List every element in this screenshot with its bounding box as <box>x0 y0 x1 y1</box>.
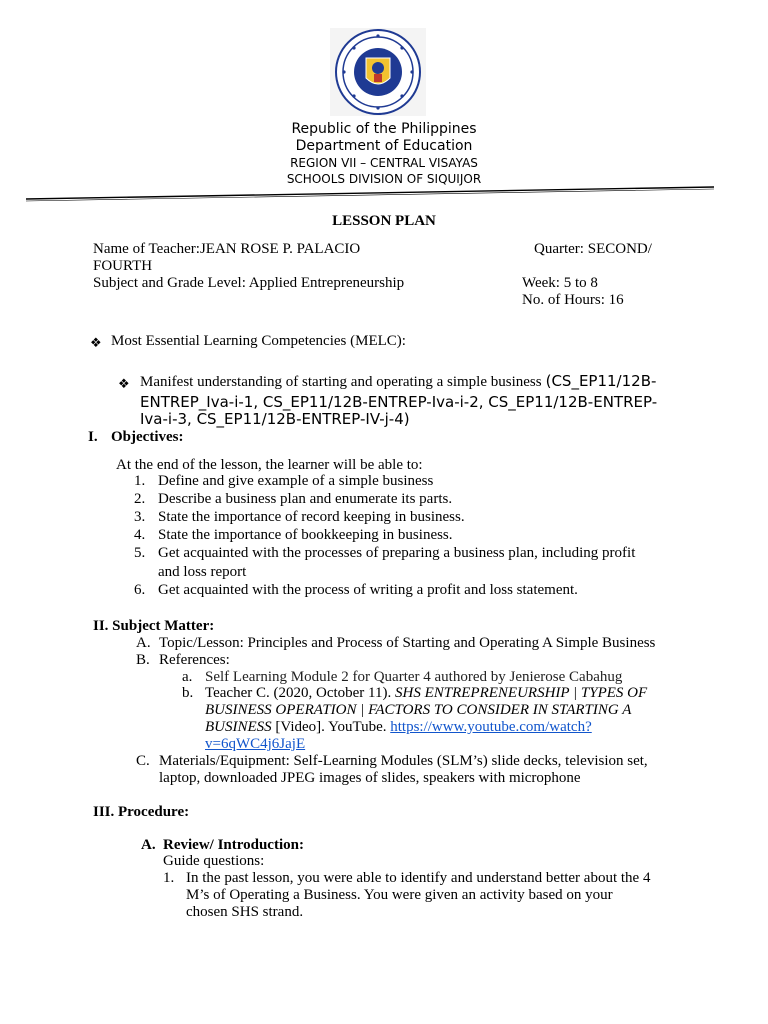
procedure-a-label: A. <box>141 837 156 853</box>
reference-b-author: Teacher C. (2020, October 11). <box>205 685 395 701</box>
guide-questions: Guide questions: <box>163 853 265 869</box>
youtube-link-continued[interactable]: v=6qWC4j6JajE <box>205 736 306 752</box>
reference-b-title: SHS ENTREPRENEURSHIP | TYPES OF <box>395 685 648 701</box>
guide-question-line2: M’s of Operating a Business. You were given an activity based on your <box>186 887 613 903</box>
objective-number: 3. <box>134 509 146 525</box>
objective-item: State the importance of bookkeeping in business. <box>158 527 453 543</box>
header-divider <box>26 184 714 202</box>
number-of-hours: No. of Hours: 16 <box>522 292 624 308</box>
guide-question-line3: chosen SHS strand. <box>186 904 304 920</box>
objective-item: Define and give example of a simple business <box>158 473 434 489</box>
objective-number: 1. <box>134 473 146 489</box>
lesson-plan-title: LESSON PLAN <box>332 213 436 229</box>
materials-equipment-continued: laptop, downloaded JPEG images of slides, speakers with microphone <box>159 770 581 786</box>
reference-a-label: a. <box>182 669 193 685</box>
topic-lesson: Topic/Lesson: Principles and Process of Starting and Operating A Simple Business <box>159 635 656 651</box>
objective-number: 2. <box>134 491 146 507</box>
objective-number: 5. <box>134 545 146 561</box>
deped-seal-logo <box>330 28 426 116</box>
melc-item-code-line2: ENTREP_Iva-i-1, CS_EP11/12B-ENTREP-Iva-i-2, CS_EP11/12B-ENTREP- <box>140 393 658 411</box>
guide-question-line1: In the past lesson, you were able to identify and understand better about the 4 <box>186 870 651 886</box>
subject-matter-c-label: C. <box>136 753 150 769</box>
header-division: SCHOOLS DIVISION OF SIQUIJOR <box>286 172 482 186</box>
teacher-name: Name of Teacher:JEAN ROSE P. PALACIO <box>93 241 361 257</box>
review-introduction-heading: Review/ Introduction: <box>163 837 304 853</box>
objective-item: Get acquainted with the process of writing a profit and loss statement. <box>158 582 578 598</box>
objective-number: 4. <box>134 527 146 543</box>
objectives-heading: Objectives: <box>111 429 184 445</box>
subject-matter-heading: II. Subject Matter: <box>93 618 215 634</box>
references-heading: References: <box>159 652 230 668</box>
reference-b-title-line2: BUSINESS OPERATION | FACTORS TO CONSIDER IN STARTING A <box>205 702 632 718</box>
melc-item-code-line3: Iva-i-3, CS_EP11/12B-ENTREP-IV-j-4) <box>140 410 410 428</box>
procedure-heading: III. Procedure: <box>93 804 190 820</box>
reference-b-source: [Video]. YouTube. <box>271 719 391 735</box>
melc-item-bullet-icon: ❖ <box>118 376 130 391</box>
objective-item: Get acquainted with the processes of preparing a business plan, including profit <box>158 545 636 561</box>
melc-item-text: Manifest understanding of starting and operating a simple business <box>140 374 542 390</box>
melc-item-line1 <box>140 372 656 391</box>
objective-item: State the importance of record keeping in business. <box>158 509 465 525</box>
materials-equipment: Materials/Equipment: Self-Learning Modules (SLM’s) slide decks, television set, <box>159 753 648 769</box>
reference-b-line1 <box>205 685 647 702</box>
reference-b-title-line3: BUSINESS <box>205 719 272 735</box>
objective-item: Describe a business plan and enumerate its parts. <box>158 491 453 507</box>
subject-matter-b-label: B. <box>136 652 150 668</box>
subject-matter-a-label: A. <box>136 635 151 651</box>
objectives-intro: At the end of the lesson, the learner will be able to: <box>116 457 423 473</box>
subject-grade-level: Subject and Grade Level: Applied Entrepreneurship <box>93 275 405 291</box>
header-region: REGION VII – CENTRAL VISAYAS <box>290 156 478 170</box>
quarter-continued: FOURTH <box>93 258 153 274</box>
melc-item-code: (CS_EP11/12B- <box>545 372 657 390</box>
objective-number: 6. <box>134 582 146 598</box>
reference-a: Self Learning Module 2 for Quarter 4 authored by Jenierose Cabahug <box>205 669 623 685</box>
reference-b-line3 <box>205 719 592 736</box>
quarter: Quarter: SECOND/ <box>534 241 652 257</box>
objective-item-continued: and loss report <box>158 564 247 580</box>
guide-question-number: 1. <box>163 870 175 886</box>
youtube-link[interactable]: https://www.youtube.com/watch? <box>390 719 592 735</box>
objectives-numeral: I. <box>88 429 98 445</box>
header-republic: Republic of the Philippines <box>291 121 477 137</box>
reference-b-label: b. <box>182 685 194 701</box>
melc-heading: Most Essential Learning Competencies (MELC): <box>111 333 406 349</box>
week: Week: 5 to 8 <box>522 275 598 291</box>
header-department: Department of Education <box>295 138 473 154</box>
melc-bullet-icon: ❖ <box>90 335 102 350</box>
